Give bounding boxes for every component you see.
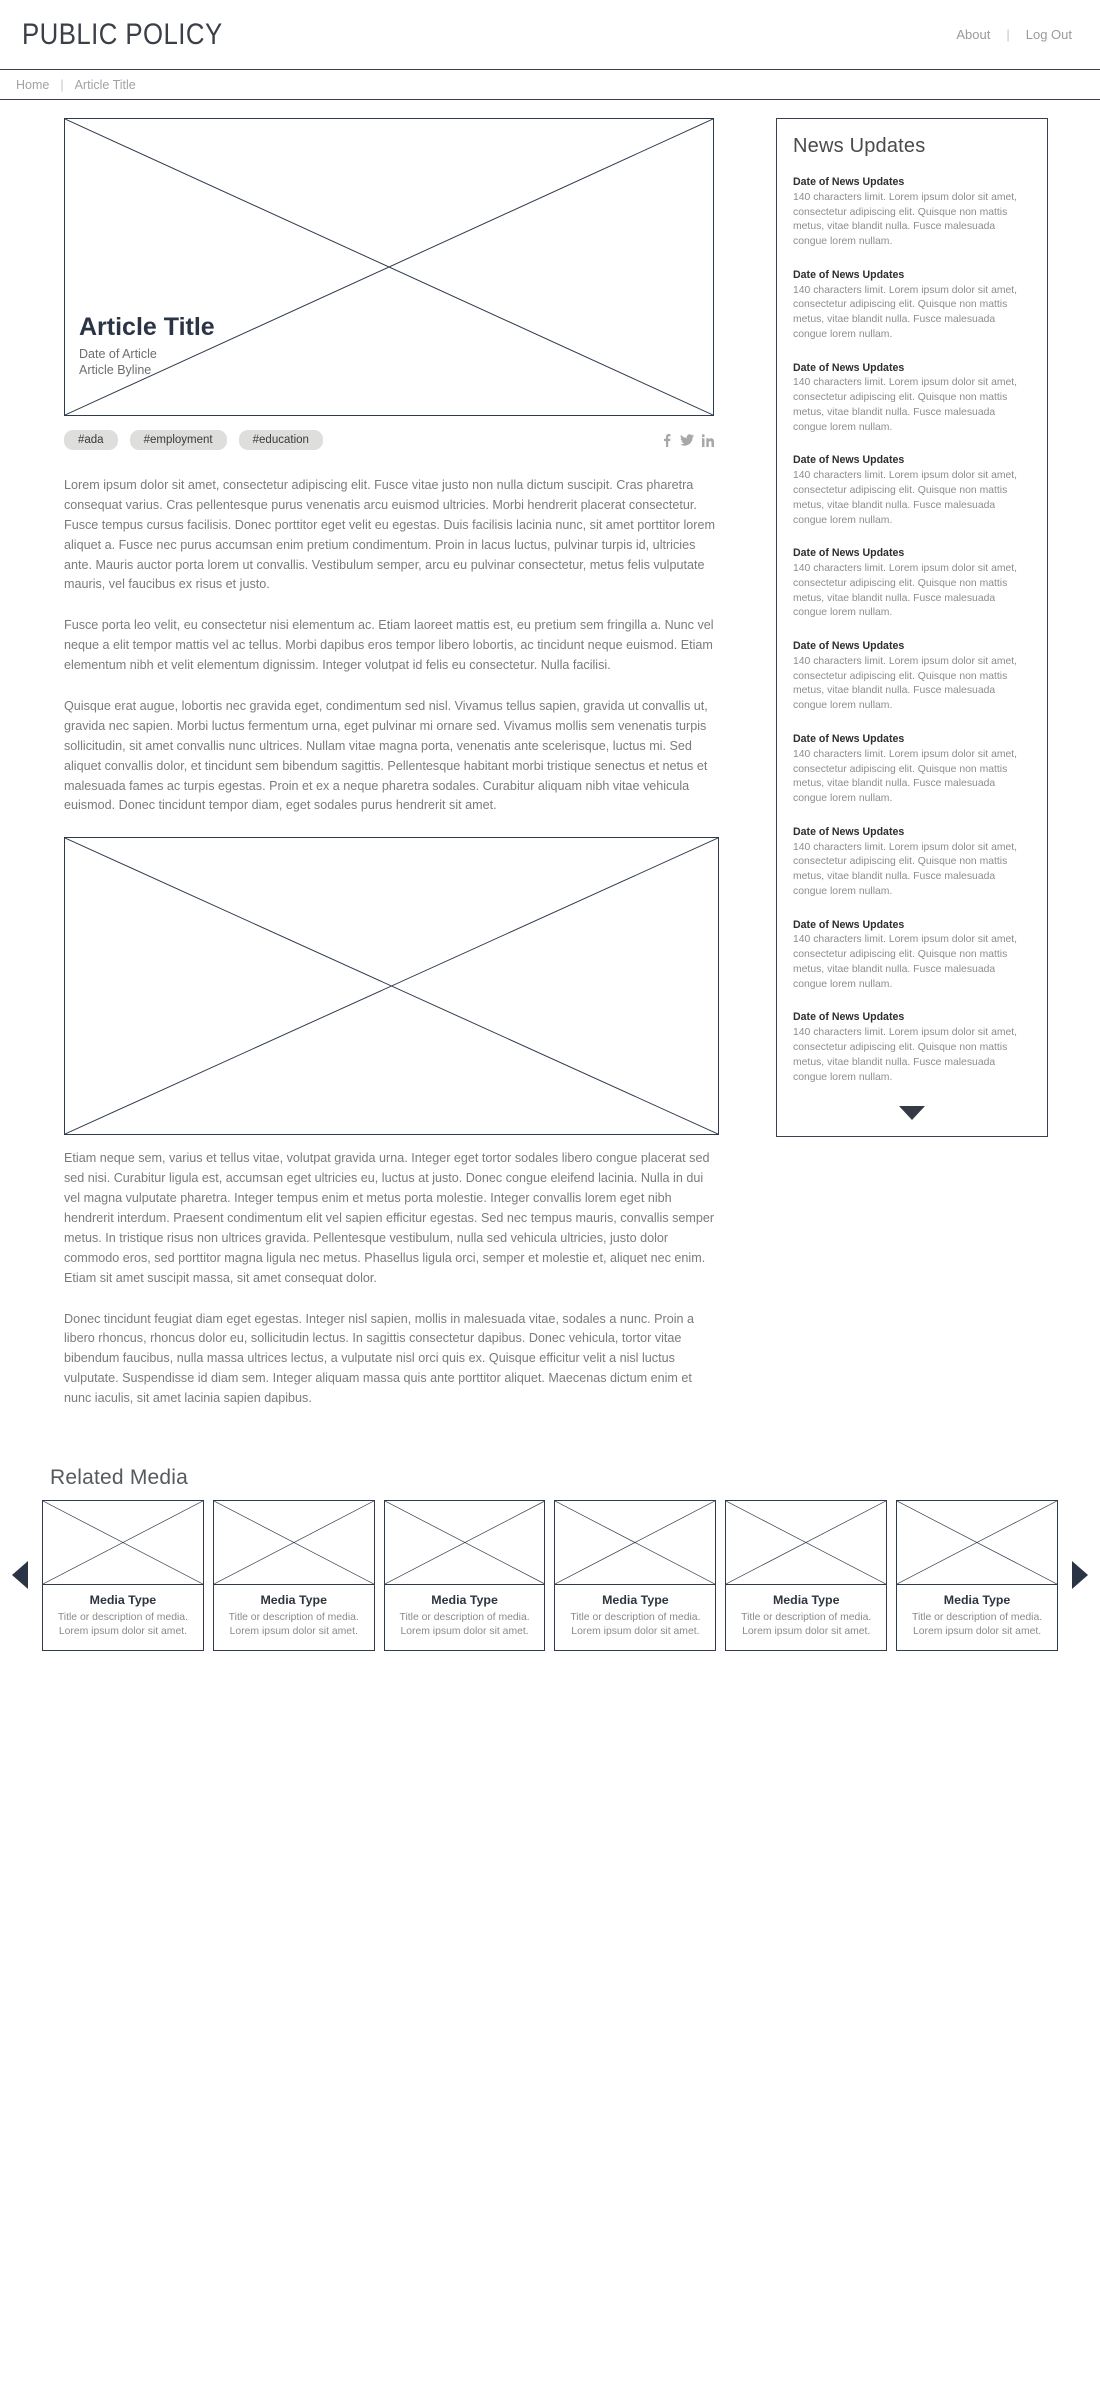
media-type-label: Media Type [943,1593,1011,1608]
media-card-body [726,1585,886,1650]
media-card[interactable] [725,1500,887,1651]
news-updates-panel [776,118,1048,1137]
article-body [64,476,719,1409]
tag-employment[interactable]: #employment [130,430,227,450]
tags-row [64,430,714,450]
news-item-date: Date of News Updates [793,918,905,931]
news-item-text: 140 characters limit. Lorem ipsum dolor sit amet, consectetur adipiscing elit. Quisque non mattis metus, vitae blandit nulla. Fusce malesuada congue lorem nullam. [793,563,1018,619]
nav-separator: | [1006,27,1010,42]
article-date: Date of Article [79,346,157,361]
media-type-label: Media Type [602,1593,669,1608]
article-paragraph: Etiam neque sem, varius et tellus vitae, volutpat gravida urna. Integer eget tortor sodales libero congue placerat sed sed nisi. Curabitur ligula est, accumsan eget ultricies eu, luctus at justo. Donec congue eleifend lacinia. Nulla in dui vel magna vulputate pharetra. Integer tempus enim et metus porta molestie. Integer convallis lorem eget nibh hendrerit interdum. Praesent condimentum elit vel sapien efficitur egestas. Sed nec tempus mauris, convallis semper metus. In tristique risus non ultrices gravida. Pellentesque vestibulum, nulla sed vehicula ultricies, justo dolor commodo eros, sed porttitor magna ligula nec metus. Phasellus ligula orci, semper et molestie et, aliquet nec enim. Etiam sit amet suscipit massa, sit amet consequat dolor. [64,1151,715,1285]
triangle-right-icon[interactable] [1072,1561,1088,1589]
news-item-text: 140 characters limit. Lorem ipsum dolor sit amet, consectetur adipiscing elit. Quisque non mattis metus, vitae blandit nulla. Fusce malesuada congue lorem nullam. [793,841,1018,897]
breadcrumb [0,70,1100,100]
news-item-text: 140 characters limit. Lorem ipsum dolor sit amet, consectetur adipiscing elit. Quisque non mattis metus, vitae blandit nulla. Fusce malesuada congue lorem nullam. [793,284,1018,340]
media-description: Title or description of media. Lorem ipsum dolor sit amet. [228,1612,359,1638]
news-item[interactable] [793,547,1031,621]
news-item[interactable] [793,176,1031,250]
news-item-date: Date of News Updates [793,732,905,745]
news-item-date: Date of News Updates [793,547,905,560]
article-paragraph: Lorem ipsum dolor sit amet, consectetur adipiscing elit. Fusce vitae justo non nulla dictum suscipit. Cras pharetra consequat varius. Cras pellentesque purus venenatis arcu euismod ultricies. Morbi hendrerit placerat consectetur. Fusce tempus cursus facilisis. Donec porttitor eget velit eu egestas. Duis facilisis lacinia nunc, sit amet porttitor lorem aliquet a. Fusce nec purus accumsan enim pretium condimentum. Proin in lacus luctus, pulvinar turpis id, ultricies ante. Mauris auctor porta lorem ut convallis. Vestibulum semper, arcu eu pulvinar consectetur, metus felis vulputate mauris, vel faucibus ex risus et justo. [64,478,715,592]
news-item[interactable] [793,454,1031,528]
news-updates-title: News Updates [793,135,926,157]
inline-image-placeholder [64,837,719,1135]
article-paragraph: Fusce porta leo velit, eu consectetur nisi elementum ac. Etiam laoreet mattis est, eu pretium sem fringilla a. Nunc vel neque a elit tempor mattis vel ac tellus. Morbi dapibus eros tempor libero lobortis, ac tincidunt neque euismod. Etiam elementum nibh et velit elementum dignissim. Integer volutpat id felis eu consectetur. Nulla facilisi. [64,618,714,673]
breadcrumb-home[interactable]: Home [16,77,50,92]
nav-log-out[interactable]: Log Out [1025,27,1072,42]
site-logo[interactable]: PUBLIC POLICY [22,17,223,51]
linkedin-icon[interactable] [702,434,714,447]
news-item-text: 140 characters limit. Lorem ipsum dolor sit amet, consectetur adipiscing elit. Quisque non mattis metus, vitae blandit nulla. Fusce malesuada congue lorem nullam. [793,377,1018,433]
news-item[interactable] [793,640,1031,714]
media-card-body [897,1585,1057,1650]
news-item-text: 140 characters limit. Lorem ipsum dolor sit amet, consectetur adipiscing elit. Quisque non mattis metus, vitae blandit nulla. Fusce malesuada congue lorem nullam. [793,748,1018,805]
placeholder-x-icon [43,1501,203,1584]
nav-about[interactable]: About [956,27,991,42]
media-card-list [42,1500,1058,1651]
tag-ada[interactable]: #ada [64,430,118,450]
media-card[interactable] [554,1500,716,1651]
news-item[interactable] [793,826,1031,900]
news-item-date: Date of News Updates [793,1011,905,1024]
news-item[interactable] [793,1011,1031,1085]
news-item-date: Date of News Updates [793,640,905,653]
placeholder-x-icon [555,1501,715,1584]
media-type-label: Media Type [772,1593,840,1608]
news-item[interactable] [793,269,1031,343]
hero-wrap [18,118,758,416]
news-item-text: 140 characters limit. Lorem ipsum dolor sit amet, consectetur adipiscing elit. Quisque non mattis metus, vitae blandit nulla. Fusce malesuada congue lorem nullam. [793,1027,1018,1083]
placeholder-x-icon [214,1501,374,1584]
placeholder-x-icon [897,1501,1057,1584]
media-thumbnail [43,1501,203,1585]
media-description: Title or description of media. Lorem ipsum dolor sit amet. [57,1612,188,1638]
news-item[interactable] [793,362,1031,436]
tag-education[interactable]: #education [239,430,323,450]
news-item-date: Date of News Updates [793,825,905,838]
news-item[interactable] [793,733,1031,807]
news-sidebar [776,118,1048,1137]
media-thumbnail [897,1501,1057,1585]
news-item-date: Date of News Updates [793,454,905,467]
media-description: Title or description of media. Lorem ipsum dolor sit amet. [741,1612,872,1638]
media-thumbnail [555,1501,715,1585]
media-description: Title or description of media. Lorem ipsum dolor sit amet. [911,1612,1043,1638]
media-card[interactable] [213,1500,375,1651]
article-paragraph: Donec tincidunt feugiat diam eget egestas. Integer nisl sapien, mollis in malesuada vitae, sodales a nunc. Proin a libero rhoncus, rhoncus dolor eu, sollicitudin lectus. In sagittis consectetur dapibus. Donec vehicula, tortor vitae bibendum faucibus, nulla massa ultrices lectus, a vulputate nisl orci quis ex. Quisque efficitur velit a nisl luctus vulputate. Suspendisse id diam sem. Integer aliquam massa quis ante porttitor aliquet. Maecenas dictum enim et nunc iaculis, sit amet lacinia sapien dapibus. [64,1311,695,1406]
hero-image-placeholder [64,118,714,416]
triangle-left-icon[interactable] [12,1561,28,1589]
placeholder-x-icon [385,1501,545,1584]
media-thumbnail [385,1501,545,1585]
article-paragraph: Quisque erat augue, lobortis nec gravida eget, condimentum sed nisl. Vivamus tellus sapien, gravida ut convallis ut, gravida nec sapien. Morbi luctus fermentum urna, eget pulvinar mi ornare sed. Vivamus mollis sem venenatis turpis sollicitudin, sit amet convallis nunc ultrices. Nullam vitae magna porta, venenatis ante scelerisque, luctus mi. Sed aliquet convallis dolor, et tincidunt sem bibendum sagittis. Pellentesque habitant morbi tristique senectus et netus et malesuada fames ac turpis egestas. Proin et ex a neque pharetra sodales. Curabitur aliquam nibh vitae vehicula euismod. Donec tincidunt tempor diam, eget sodales purus hendrerit sit amet. [64,699,708,813]
media-type-label: Media Type [89,1593,157,1608]
media-type-label: Media Type [431,1593,498,1608]
media-description: Title or description of media. Lorem ipsum dolor sit amet. [399,1612,530,1638]
media-type-label: Media Type [260,1593,328,1608]
placeholder-x-icon [65,838,718,1134]
news-load-more-button[interactable] [793,1104,1031,1120]
news-item-text: 140 characters limit. Lorem ipsum dolor sit amet, consectetur adipiscing elit. Quisque non mattis metus, vitae blandit nulla. Fusce malesuada congue lorem nullam. [793,655,1018,712]
news-item-text: 140 characters limit. Lorem ipsum dolor sit amet, consectetur adipiscing elit. Quisque non mattis metus, vitae blandit nulla. Fusce malesuada congue lorem nullam. [793,470,1018,526]
news-item[interactable] [793,919,1031,993]
placeholder-x-icon [726,1501,886,1584]
page-content [0,100,1100,1430]
news-item-date: Date of News Updates [793,176,905,188]
news-item-text: 140 characters limit. Lorem ipsum dolor sit amet, consectetur adipiscing elit. Quisque non mattis metus, vitae blandit nulla. Fusce malesuada congue lorem nullam. [793,191,1018,248]
related-media-carousel [12,1500,1088,1651]
site-header [0,0,1100,70]
media-card-body [555,1585,715,1650]
placeholder-x-icon [65,119,713,415]
tag-list [64,430,323,450]
media-card-body [214,1585,374,1650]
breadcrumb-current: Article Title [74,77,136,92]
media-card[interactable] [42,1500,204,1651]
news-item-date: Date of News Updates [793,361,905,374]
media-card[interactable] [896,1500,1058,1651]
media-card-body [385,1585,545,1650]
media-description: Title or description of media. Lorem ipsum dolor sit amet. [570,1612,701,1638]
media-card-body [43,1585,203,1650]
media-card[interactable] [384,1500,546,1651]
article-column [18,118,758,1430]
media-thumbnail [214,1501,374,1585]
social-share [661,434,714,447]
news-item-text: 140 characters limit. Lorem ipsum dolor sit amet, consectetur adipiscing elit. Quisque non mattis metus, vitae blandit nulla. Fusce malesuada congue lorem nullam. [793,934,1018,990]
news-item-date: Date of News Updates [793,268,905,281]
article-byline: Article Byline [79,363,152,378]
facebook-icon[interactable] [661,434,672,447]
related-media-section [0,1466,1100,1691]
media-thumbnail [726,1501,886,1585]
related-media-title: Related Media [50,1466,189,1490]
twitter-icon[interactable] [680,434,694,447]
triangle-down-icon [899,1106,925,1120]
breadcrumb-separator: | [60,77,64,92]
page-title: Article Title [79,313,215,341]
header-nav [956,27,1072,42]
